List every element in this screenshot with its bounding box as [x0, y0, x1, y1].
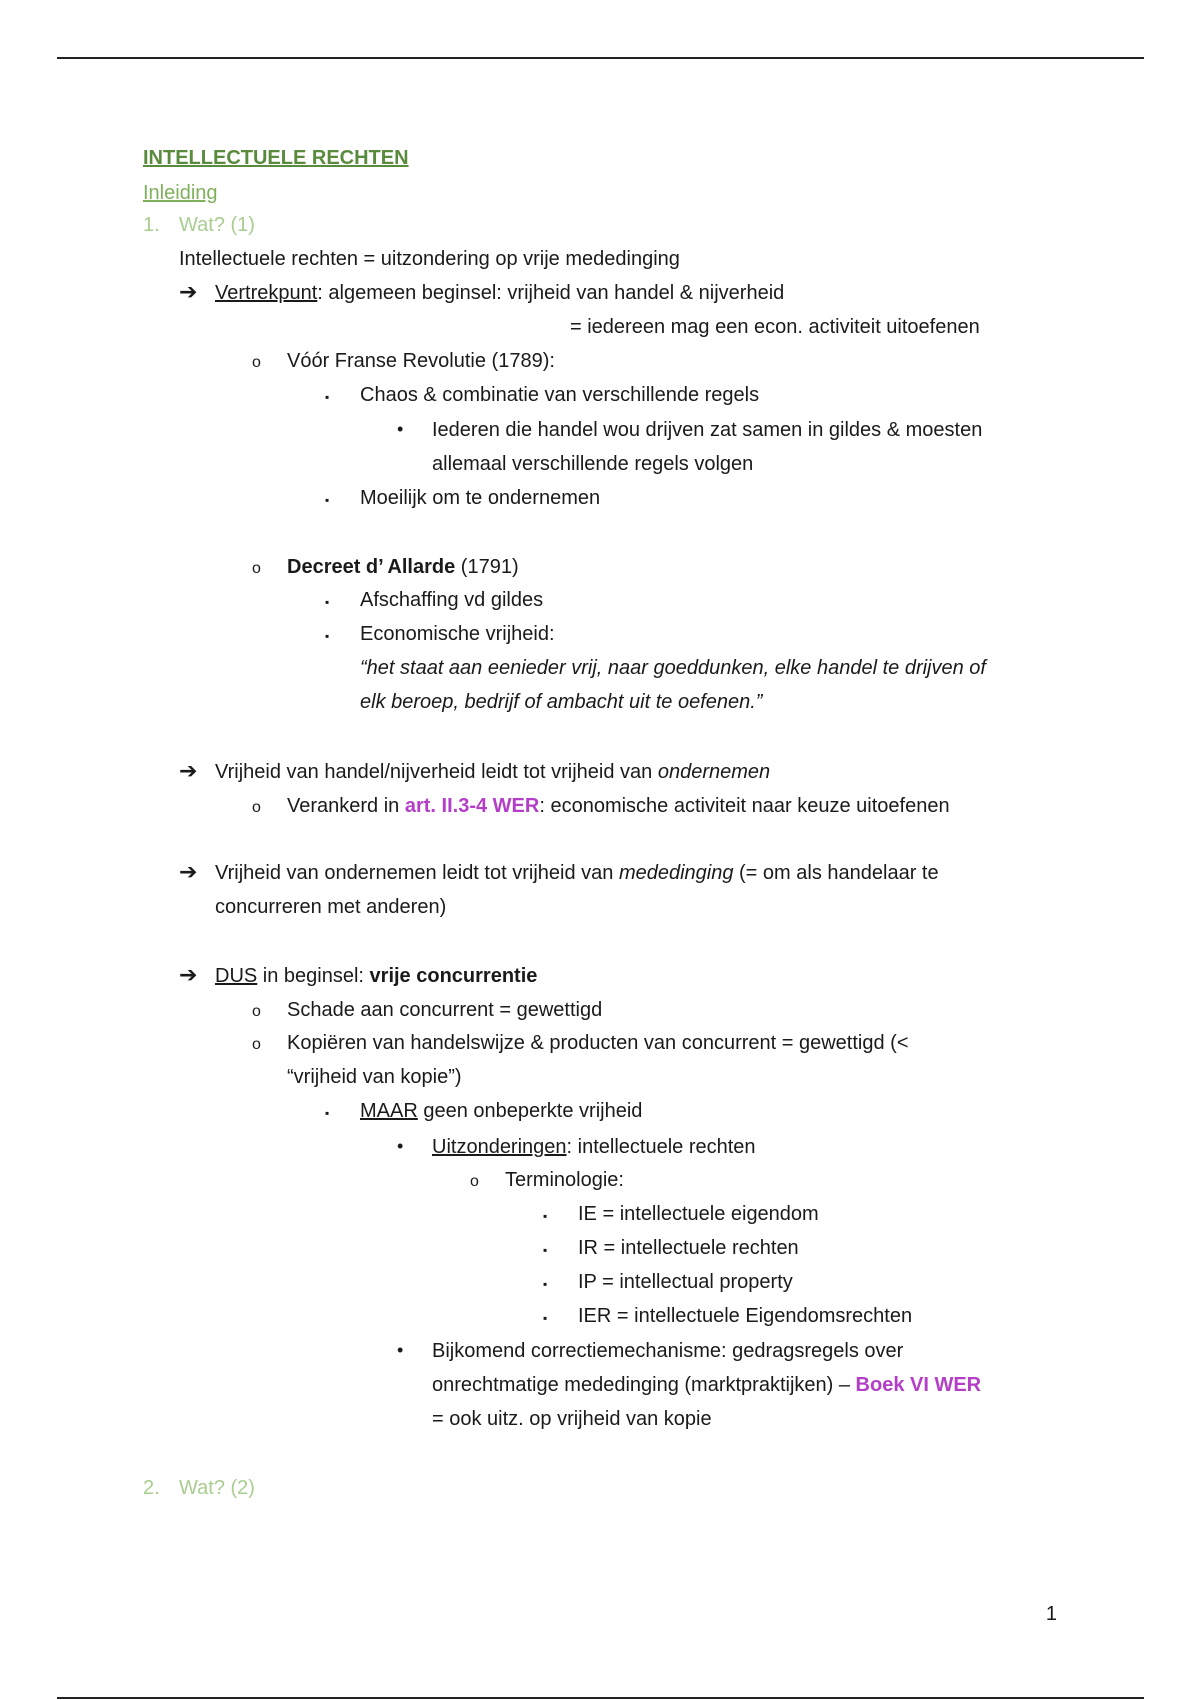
list-item: Bijkomend correctiemechanisme: gedragsregels over — [432, 1340, 904, 1362]
list-item-continuation: allemaal verschillende regels volgen — [432, 453, 754, 475]
arrow-line — [215, 760, 770, 784]
line-text: in beginsel: — [257, 965, 370, 987]
circle-bullet-icon: o — [252, 799, 261, 816]
square-bullet-icon: ▪ — [543, 1311, 548, 1325]
arrow-line — [215, 861, 939, 885]
arrow-line-continuation: concurreren met anderen) — [215, 896, 447, 918]
line-text: Vrijheid van handel/nijverheid leidt tot vrijheid van — [215, 761, 658, 783]
list-item: Afschaffing vd gildes — [360, 589, 544, 611]
circle-bullet-icon: o — [470, 1173, 479, 1190]
term-item: IER = intellectuele Eigendomsrechten — [578, 1305, 913, 1327]
square-bullet-icon: ▪ — [543, 1209, 548, 1223]
list-item: Moeilijk om te ondernemen — [360, 487, 601, 509]
quote-line: “het staat aan eenieder vrij, naar goeddunken, elke handel te drijven of — [360, 657, 986, 679]
document-title: INTELLECTUELE RECHTEN — [143, 147, 409, 169]
starting-point-continuation: = iedereen mag een econ. activiteit uitoefenen — [570, 316, 980, 338]
line-text: : algemeen beginsel: vrijheid van handel & nijverheid — [317, 282, 785, 304]
circle-bullet-icon: o — [252, 1036, 261, 1053]
term-item: IR = intellectuele rechten — [578, 1237, 799, 1259]
bold-term: vrije concurrentie — [369, 965, 538, 987]
subsection-heading-2 — [143, 1476, 255, 1500]
bold-term: Decreet d’ Allarde — [287, 556, 456, 578]
dot-bullet-icon: • — [397, 1340, 404, 1360]
law-reference: art. II.3-4 WER — [404, 795, 540, 817]
list-item: Economische vrijheid: — [360, 623, 555, 645]
circle-bullet-icon: o — [252, 354, 261, 371]
arrow-icon: ➔ — [179, 962, 198, 987]
line-text: Verankerd in — [287, 795, 405, 817]
dot-bullet-icon: • — [397, 419, 404, 439]
dot-bullet-icon: • — [397, 1136, 404, 1156]
list-item: Kopiëren van handelswijze & producten van concurrent = gewettigd (< — [287, 1032, 909, 1054]
underlined-term: DUS — [215, 965, 258, 987]
square-bullet-icon: ▪ — [325, 1106, 330, 1120]
quote-line: elk beroep, bedrijf of ambacht uit te oefenen.” — [360, 691, 763, 713]
circle-bullet-icon: o — [252, 560, 261, 577]
list-item: Iederen die handel wou drijven zat samen in gildes & moesten — [432, 419, 983, 441]
square-bullet-icon: ▪ — [325, 595, 330, 609]
line-text: : intellectuele rechten — [566, 1136, 756, 1158]
line-text: (1791) — [455, 556, 519, 578]
square-bullet-icon: ▪ — [325, 493, 330, 507]
line-text: geen onbeperkte vrijheid — [417, 1100, 643, 1122]
bottom-rule — [57, 1697, 1144, 1699]
intro-line: Intellectuele rechten = uitzondering op vrije mededinging — [179, 248, 680, 270]
circle-bullet-icon: o — [252, 1003, 261, 1020]
list-item-continuation: = ook uitz. op vrijheid van kopie — [432, 1408, 712, 1430]
italic-term: ondernemen — [657, 761, 771, 783]
page-number: 1 — [1045, 1603, 1057, 1625]
list-item — [432, 1135, 756, 1159]
subsection-number: 1. — [143, 214, 160, 236]
underlined-term: MAAR — [360, 1100, 418, 1122]
line-text: : economische activiteit naar keuze uitoefenen — [539, 795, 950, 817]
subsection-label: Wat? (1) — [179, 214, 255, 236]
square-bullet-icon: ▪ — [543, 1277, 548, 1291]
arrow-line — [215, 964, 537, 988]
list-item: Schade aan concurrent = gewettigd — [287, 999, 603, 1021]
square-bullet-icon: ▪ — [325, 390, 330, 404]
underlined-term: Uitzonderingen — [432, 1136, 567, 1158]
square-bullet-icon: ▪ — [543, 1243, 548, 1257]
term-item: IP = intellectual property — [578, 1271, 793, 1293]
line-text: (= om als handelaar te — [733, 862, 939, 884]
line-text: onrechtmatige mededinging (marktpraktijken) – — [432, 1374, 856, 1396]
subsection-number: 2. — [143, 1477, 160, 1499]
line-text: Vrijheid van ondernemen leidt tot vrijheid van — [215, 862, 619, 884]
italic-term: mededinging — [618, 862, 734, 884]
list-item-continuation: “vrijheid van kopie”) — [287, 1066, 462, 1088]
law-reference: Boek VI WER — [855, 1374, 982, 1396]
list-item — [360, 1099, 642, 1123]
list-item-continuation — [432, 1373, 981, 1397]
list-item — [287, 794, 950, 818]
subsection-label: Wat? (2) — [179, 1477, 255, 1499]
arrow-icon: ➔ — [179, 859, 198, 884]
top-rule — [57, 57, 1144, 59]
square-bullet-icon: ▪ — [325, 629, 330, 643]
underlined-term: Vertrekpunt — [215, 282, 318, 304]
subsection-heading-1 — [143, 213, 255, 237]
list-item: Vóór Franse Revolutie (1789): — [287, 350, 555, 372]
section-heading: Inleiding — [143, 182, 218, 204]
arrow-icon: ➔ — [179, 279, 198, 304]
list-item: Terminologie: — [505, 1169, 624, 1191]
term-item: IE = intellectuele eigendom — [578, 1203, 819, 1225]
arrow-icon: ➔ — [179, 758, 198, 783]
starting-point-line — [215, 281, 784, 305]
list-item — [287, 555, 519, 579]
list-item: Chaos & combinatie van verschillende regels — [360, 384, 760, 406]
